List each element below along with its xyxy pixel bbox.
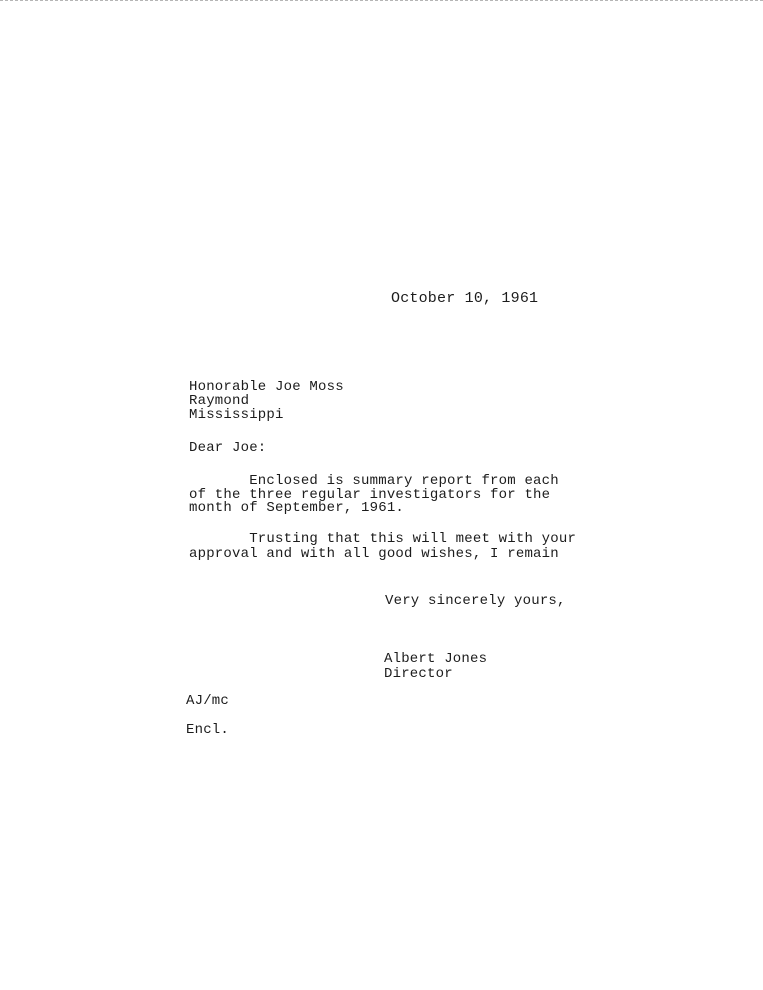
body-paragraph-1-line-2: of the three regular investigators for the xyxy=(189,487,551,503)
recipient-state: Mississippi xyxy=(189,407,284,423)
complimentary-closing: Very sincerely yours, xyxy=(385,593,566,609)
signatory-name: Albert Jones xyxy=(384,651,488,667)
body-paragraph-1-line-1: Enclosed is summary report from each xyxy=(189,473,559,489)
salutation: Dear Joe: xyxy=(189,440,267,456)
body-paragraph-1-line-3: month of September, 1961. xyxy=(189,500,405,516)
body-paragraph-2-line-1: Trusting that this will meet with your xyxy=(189,531,577,547)
reference-initials: AJ/mc xyxy=(186,693,230,709)
body-paragraph-2-line-2: approval and with all good wishes, I remain xyxy=(189,546,559,562)
recipient-city: Raymond xyxy=(189,393,250,409)
signatory-title: Director xyxy=(384,666,453,682)
enclosure-notation: Encl. xyxy=(186,722,230,738)
letter-date: October 10, 1961 xyxy=(391,290,539,307)
recipient-name: Honorable Joe Moss xyxy=(189,379,344,395)
